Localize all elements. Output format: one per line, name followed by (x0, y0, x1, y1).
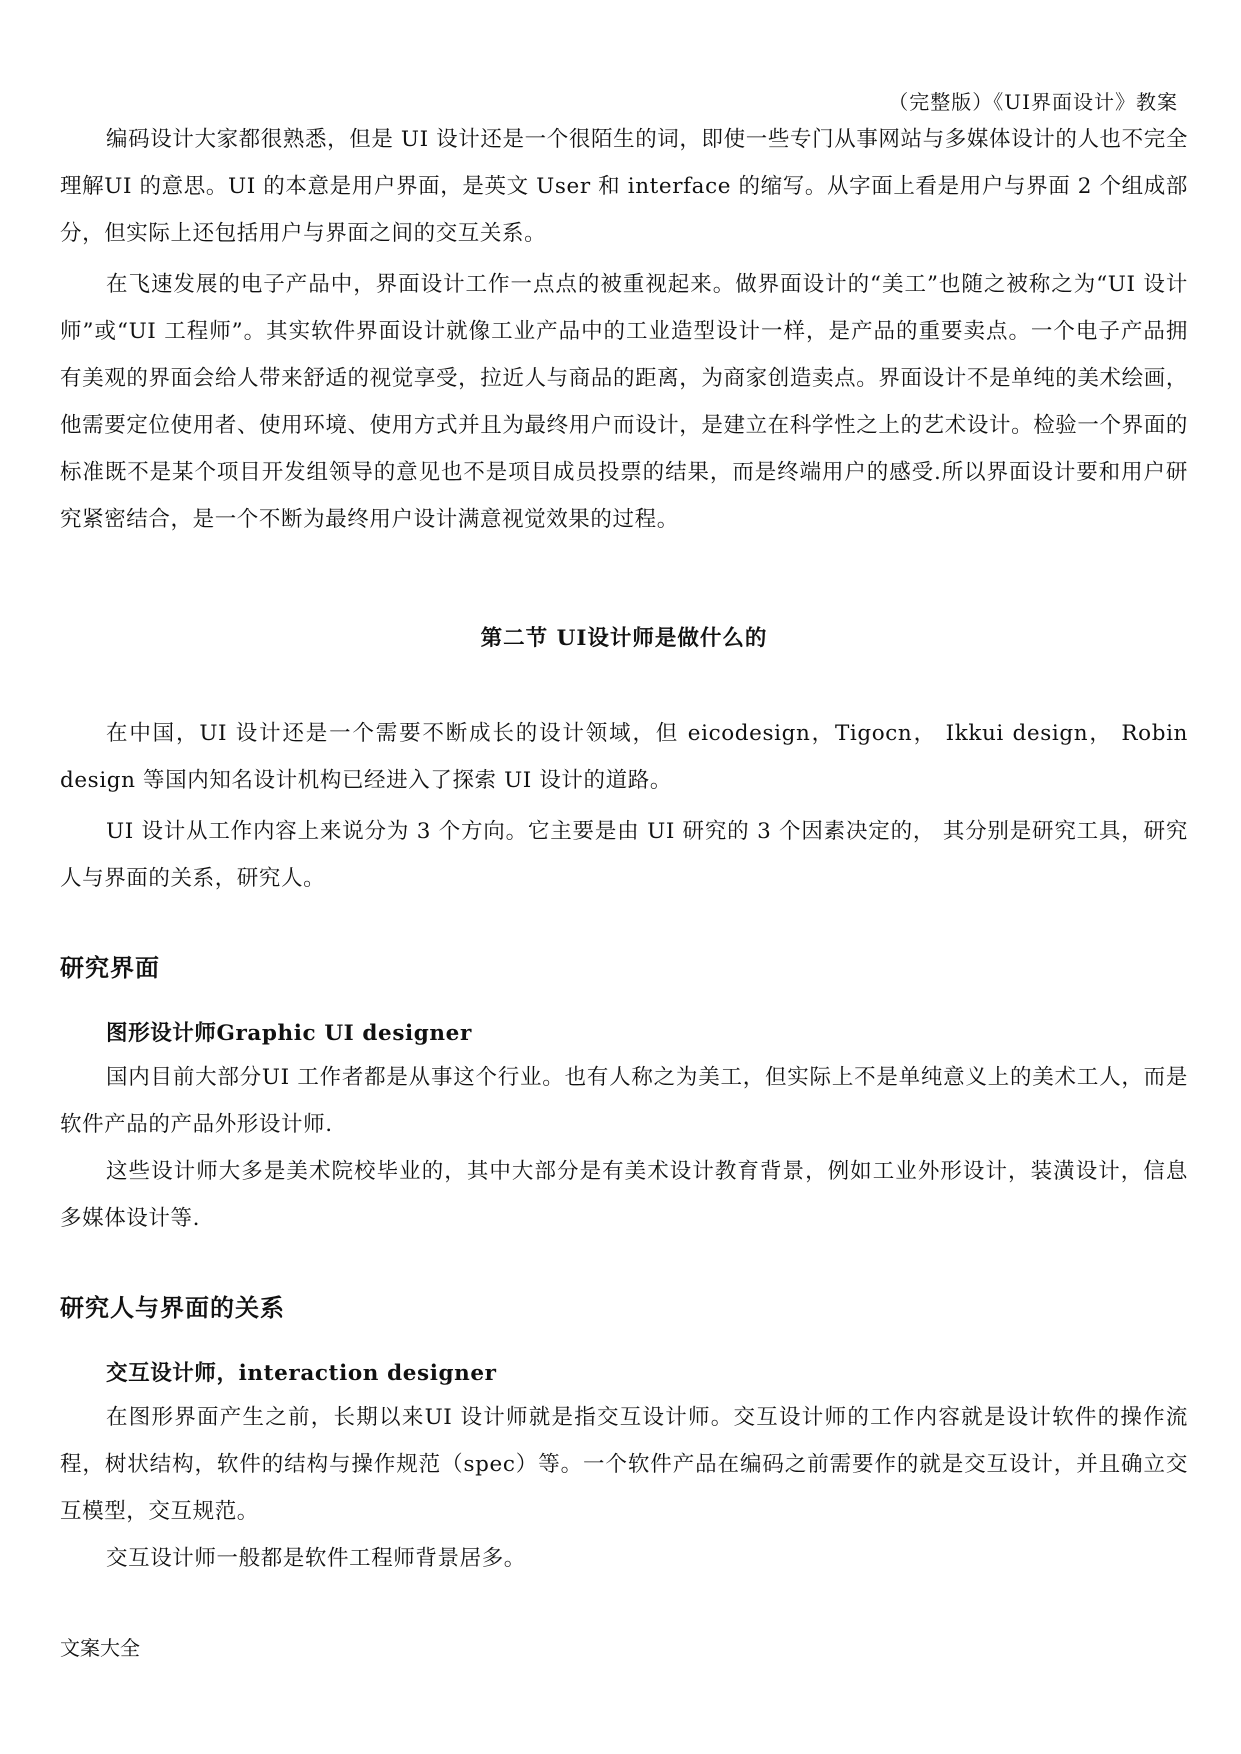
heading-research-relation: 研究人与界面的关系 (60, 1293, 285, 1322)
subheading-interaction-designer: 交互设计师，interaction designer (106, 1361, 497, 1386)
interaction-paragraph-2: 交互设计师一般都是软件工程师背景居多。 (106, 1546, 526, 1571)
page-footer: 文案大全 (60, 1636, 140, 1660)
intro-paragraph-2: 在飞速发展的电子产品中，界面设计工作一点点的被重视起来。做界面设计的“美工”也随之被称之为“UI 设计师”或“UI 工程师”。其实软件界面设计就像工业产品中的工业造型设计一样，是产品的重要卖点。一个电子产品拥有美观的界面会给人带来舒适的视觉享受，拉近人与商品的距离，为商家创造卖点。界面设计不是单纯的美术绘画，他需要定位使用者、使用环境、使用方式并且为最终用户而设计，是建立在科学性之上的艺术设计。检验一个界面的标准既不是某个项目开发组领导的意见也不是项目成员投票的结果，而是终端用户的感受.所以界面设计要和用户研究紧密结合，是一个不断为最终用户设计满意视觉效果的过程。 (60, 272, 1188, 532)
interaction-paragraph-1: 在图形界面产生之前，长期以来UI 设计师就是指交互设计师。交互设计师的工作内容就是设计软件的操作流程，树状结构，软件的结构与操作规范（spec）等。一个软件产品在编码之前需要作的就是交互设计，并且确立交互模型，交互规范。 (60, 1405, 1188, 1524)
subheading-graphic-designer: 图形设计师Graphic UI designer (106, 1021, 472, 1046)
heading-research-interface: 研究界面 (60, 953, 160, 982)
section-paragraph-1: 在中国，UI 设计还是一个需要不断成长的设计领域，但 eicodesign，Tigocn， Ikkui design， Robin design 等国内知名设计机构已经进入了探索 UI 设计的道路。 (60, 721, 1188, 793)
document-body (60, 116, 1188, 1582)
section-paragraph-2: UI 设计从工作内容上来说分为 3 个方向。它主要是由 UI 研究的 3 个因素决定的， 其分别是研究工具，研究人与界面的关系，研究人。 (60, 819, 1188, 891)
graphic-paragraph-1: 国内目前大部分UI 工作者都是从事这个行业。也有人称之为美工，但实际上不是单纯意义上的美术工人，而是软件产品的产品外形设计师. (60, 1065, 1188, 1137)
running-header: （完整版）《UI界面设计》教案 (888, 90, 1178, 114)
intro-paragraph-1: 编码设计大家都很熟悉，但是 UI 设计还是一个很陌生的词，即使一些专门从事网站与多媒体设计的人也不完全理解UI 的意思。UI 的本意是用户界面，是英文 User 和 interface 的缩写。从字面上看是用户与界面 2 个组成部分，但实际上还包括用户与界面之间的交互关系。 (60, 127, 1188, 246)
graphic-paragraph-2: 这些设计师大多是美术院校毕业的，其中大部分是有美术设计教育背景，例如工业外形设计，装潢设计，信息多媒体设计等. (60, 1159, 1188, 1231)
section-title: 第二节 UI设计师是做什么的 (480, 626, 768, 651)
